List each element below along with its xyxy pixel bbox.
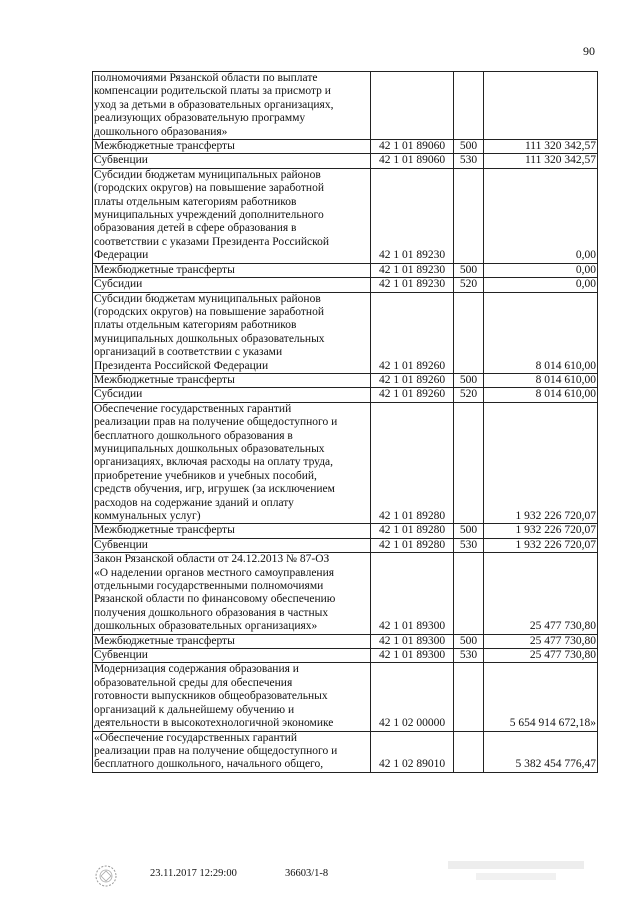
row-code-cell: 42 1 01 89280 [371,402,454,524]
row-type-cell: 500 [454,634,484,648]
row-amount-cell: 8 014 610,00 [484,292,598,373]
footer-date: 23.11.2017 12:29:00 [150,868,237,879]
table-row [93,649,598,663]
budget-table-body [93,72,598,773]
row-code-cell: 42 1 01 89260 [371,292,454,373]
row-type-cell: 530 [454,649,484,663]
row-code-cell: 42 1 01 89060 [371,140,454,154]
row-name-cell: Субвенции [93,538,371,552]
row-amount-cell: 111 320 342,57 [484,140,598,154]
faded-stamp-watermark [446,858,586,886]
row-amount-cell: 25 477 730,80 [484,649,598,663]
row-code-cell: 42 1 01 89230 [371,263,454,277]
table-row [93,278,598,292]
table-row [93,663,598,731]
row-type-cell [454,553,484,634]
row-code-cell: 42 1 01 89260 [371,373,454,387]
row-code-cell: 42 1 01 89300 [371,649,454,663]
row-name-cell: Обеспечение государственных гарантий реализации прав на получение общедоступного и бесплатного дошкольного образования в муниципальных дошкольных образовательных организациях, включая расходы на оплату труда, приобретение учебников и учебных пособий, средств обучения, игр, игрушек (за исключением расходов на содержание зданий и оплату коммунальных услуг) [93,402,371,524]
row-type-cell: 500 [454,373,484,387]
row-name-cell: Субсидии бюджетам муниципальных районов (городских округов) на повышение заработной платы отдельным категориям работников муниципальных дошкольных образовательных организаций в соответствии с указами Президента Российской Федерации [93,292,371,373]
row-amount-cell: 5 382 454 776,47 [484,731,598,772]
budget-table [92,71,598,773]
row-code-cell: 42 1 01 89260 [371,388,454,402]
row-type-cell: 520 [454,278,484,292]
row-name-cell: Межбюджетные трансферты [93,373,371,387]
row-name-cell: полномочиями Рязанской области по выплате компенсации родительской платы за присмотр и уход за детьми в образовательных организациях, реализующих образовательную программу дошкольного образования» [93,72,371,140]
table-row [93,263,598,277]
table-row [93,731,598,772]
row-code-cell: 42 1 01 89230 [371,278,454,292]
table-row [93,524,598,538]
row-type-cell: 500 [454,524,484,538]
row-name-cell: Субвенции [93,154,371,168]
row-amount-cell: 1 932 226 720,07 [484,402,598,524]
row-type-cell: 500 [454,140,484,154]
row-amount-cell: 25 477 730,80 [484,634,598,648]
row-name-cell: Закон Рязанской области от 24.12.2013 № 87-ОЗ «О наделении органов местного самоуправления отдельными государственными полномочиями Рязанской области по финансовому обеспечению получения дошкольного образования в частных дошкольных образовательных организациях» [93,553,371,634]
row-code-cell: 42 1 01 89230 [371,168,454,263]
row-code-cell: 42 1 01 89300 [371,634,454,648]
table-row [93,168,598,263]
row-name-cell: Межбюджетные трансферты [93,140,371,154]
table-row [93,388,598,402]
table-row [93,538,598,552]
table-row [93,154,598,168]
page-footer [0,864,640,904]
row-name-cell: Субсидии [93,388,371,402]
row-name-cell: Субвенции [93,649,371,663]
row-type-cell [454,168,484,263]
row-name-cell: Межбюджетные трансферты [93,634,371,648]
row-amount-cell: 8 014 610,00 [484,388,598,402]
row-amount-cell: 1 932 226 720,07 [484,524,598,538]
row-name-cell: Модернизация содержания образования и образовательной среды для обеспечения готовности выпускников общеобразовательных организаций к дальнейшему обучению и деятельности в высокотехнологичной экономике [93,663,371,731]
row-type-cell [454,731,484,772]
row-type-cell: 530 [454,538,484,552]
row-amount-cell: 0,00 [484,263,598,277]
table-row [93,373,598,387]
row-name-cell: Субсидии [93,278,371,292]
table-row [93,402,598,524]
table-row [93,140,598,154]
row-name-cell: Межбюджетные трансферты [93,263,371,277]
row-code-cell [371,72,454,140]
row-type-cell: 500 [454,263,484,277]
row-name-cell: Межбюджетные трансферты [93,524,371,538]
row-name-cell: «Обеспечение государственных гарантий реализации прав на получение общедоступного и бесплатного дошкольного, начального общего, [93,731,371,772]
row-code-cell: 42 1 01 89060 [371,154,454,168]
table-row [93,292,598,373]
row-code-cell: 42 1 02 00000 [371,663,454,731]
row-amount-cell: 0,00 [484,278,598,292]
row-type-cell [454,292,484,373]
seal-stamp-icon [94,864,118,890]
table-row [93,553,598,634]
row-code-cell: 42 1 01 89300 [371,553,454,634]
table-row [93,72,598,140]
row-amount-cell: 1 932 226 720,07 [484,538,598,552]
row-name-cell: Субсидии бюджетам муниципальных районов (городских округов) на повышение заработной платы отдельным категориям работников муниципальных учреждений дополнительного образования детей в сфере образования в соответствии с указами Президента Российской Федерации [93,168,371,263]
row-amount-cell: 111 320 342,57 [484,154,598,168]
row-amount-cell: 8 014 610,00 [484,373,598,387]
row-type-cell [454,663,484,731]
row-type-cell: 520 [454,388,484,402]
row-type-cell: 530 [454,154,484,168]
row-amount-cell [484,72,598,140]
row-code-cell: 42 1 01 89280 [371,538,454,552]
table-row [93,634,598,648]
row-amount-cell: 0,00 [484,168,598,263]
footer-doc-number: 36603/1-8 [285,868,329,879]
row-type-cell [454,72,484,140]
row-code-cell: 42 1 01 89280 [371,524,454,538]
page-number: 90 [583,44,595,58]
row-amount-cell: 25 477 730,80 [484,553,598,634]
row-amount-cell: 5 654 914 672,18» [484,663,598,731]
row-type-cell [454,402,484,524]
row-code-cell: 42 1 02 89010 [371,731,454,772]
